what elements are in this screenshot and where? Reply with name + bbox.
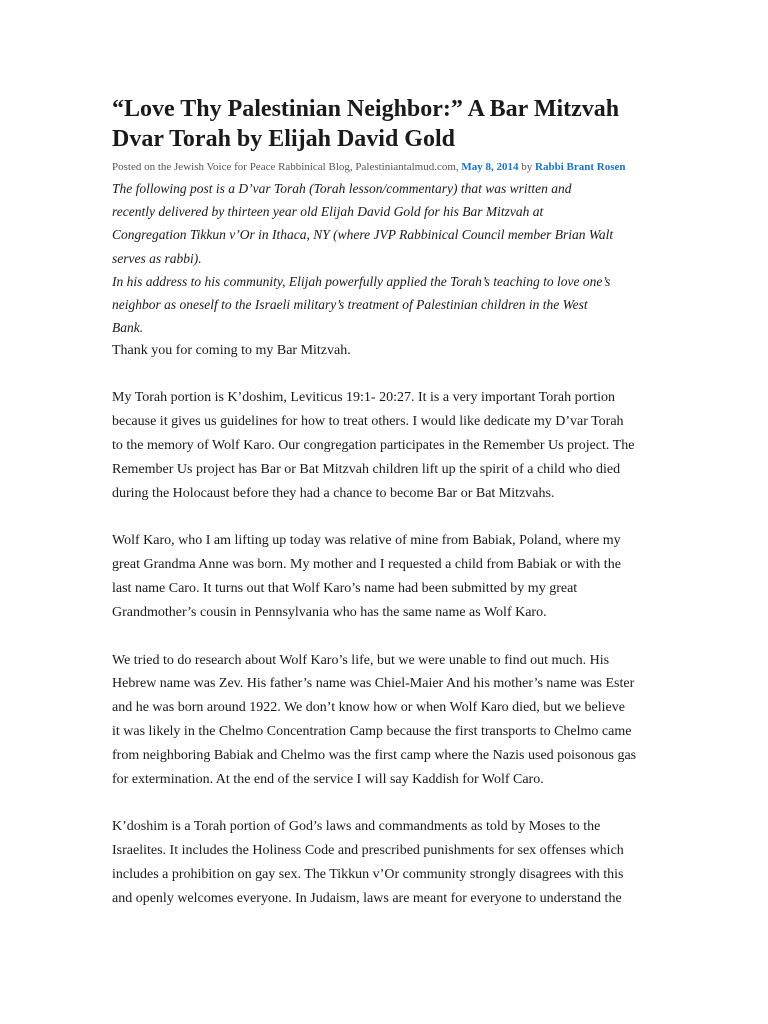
body-paragraph	[112, 386, 658, 505]
body-line: during the Holocaust before they had a chance to become Bar or Bat Mitzvahs.	[112, 485, 555, 501]
body-line: because it gives us guidelines for how to treat others. I would like dedicate my D’var Torah	[112, 414, 624, 430]
author-link[interactable]: Rabbi Brant Rosen	[535, 161, 626, 173]
article-title	[112, 94, 658, 154]
intro-line: The following post is a D’var Torah (Torah lesson/commentary) that was written and	[112, 181, 572, 196]
body-paragraph	[112, 649, 658, 792]
body-line: We tried to do research about Wolf Karo’s life, but we were unable to find out much. His	[112, 652, 610, 668]
post-date-link[interactable]: May 8, 2014	[461, 161, 519, 173]
body-paragraph	[112, 815, 658, 910]
body-line: Remember Us project has Bar or Bat Mitzvah children lift up the spirit of a child who died	[112, 461, 621, 477]
body-line: My Torah portion is K’doshim, Leviticus 19:1- 20:27. It is a very important Torah portion	[112, 390, 616, 406]
body-line: K’doshim is a Torah portion of God’s laws and commandments as told by Moses to the	[112, 819, 601, 835]
body-line: includes a prohibition on gay sex. The Tikkun v’Or community strongly disagrees with this	[112, 866, 624, 882]
intro-line: Bank.	[112, 320, 144, 336]
post-meta	[112, 160, 658, 174]
meta-by: by	[521, 161, 533, 173]
title-line-2: Dvar Torah by Elijah David Gold	[112, 126, 455, 152]
body-line: Israelites. It includes the Holiness Code and prescribed punishments for sex offenses which	[112, 843, 624, 859]
meta-prefix: Posted on the Jewish Voice for Peace Rabbinical Blog, Palestiniantalmud.com,	[112, 161, 459, 173]
intro-line: In his address to his community, Elijah powerfully applied the Torah’s teaching to love one’s	[112, 273, 611, 289]
body-line: and he was born around 1922. We don’t know how or when Wolf Karo died, but we believe	[112, 700, 625, 716]
body-line: Grandmother’s cousin in Pennsylvania who has the same name as Wolf Karo.	[112, 604, 547, 620]
body-paragraph	[112, 529, 658, 624]
body-line: from neighboring Babiak and Chelmo was the first camp where the Nazis used poisonous gas	[112, 747, 637, 763]
body-line: great Grandma Anne was born. My mother and I requested a child from Babiak or with the	[112, 557, 621, 573]
title-line-1: “Love Thy Palestinian Neighbor:” A Bar Mitzvah	[112, 96, 620, 122]
body-line: to the memory of Wolf Karo. Our congregation participates in the Remember Us project. The	[112, 438, 635, 454]
body-line: for extermination. At the end of the service I will say Kaddish for Wolf Caro.	[112, 771, 544, 787]
intro-line: serves as rabbi).	[112, 250, 202, 266]
intro-line: Congregation Tikkun v’Or in Ithaca, NY (where JVP Rabbinical Council member Brian Walt	[112, 227, 614, 243]
intro-line: neighbor as oneself to the Israeli military’s treatment of Palestinian children in the West	[112, 297, 588, 313]
intro-paragraph	[112, 177, 658, 339]
body-line: Wolf Karo, who I am lifting up today was relative of mine from Babiak, Poland, where my	[112, 533, 621, 549]
intro-line: recently delivered by thirteen year old Elijah David Gold for his Bar Mitzvah at	[112, 204, 544, 220]
body-line: it was likely in the Chelmo Concentration Camp because the first transports to Chelmo came	[112, 723, 632, 739]
body-line: last name Caro. It turns out that Wolf Karo’s name had been submitted by my great	[112, 581, 578, 596]
article	[112, 94, 658, 911]
thanks-line: Thank you for coming to my Bar Mitzvah.	[112, 343, 351, 359]
body-line: Hebrew name was Zev. His father’s name was Chiel-Maier And his mother’s name was Ester	[112, 676, 635, 692]
body-line: and openly welcomes everyone. In Judaism, laws are meant for everyone to understand the	[112, 890, 622, 906]
